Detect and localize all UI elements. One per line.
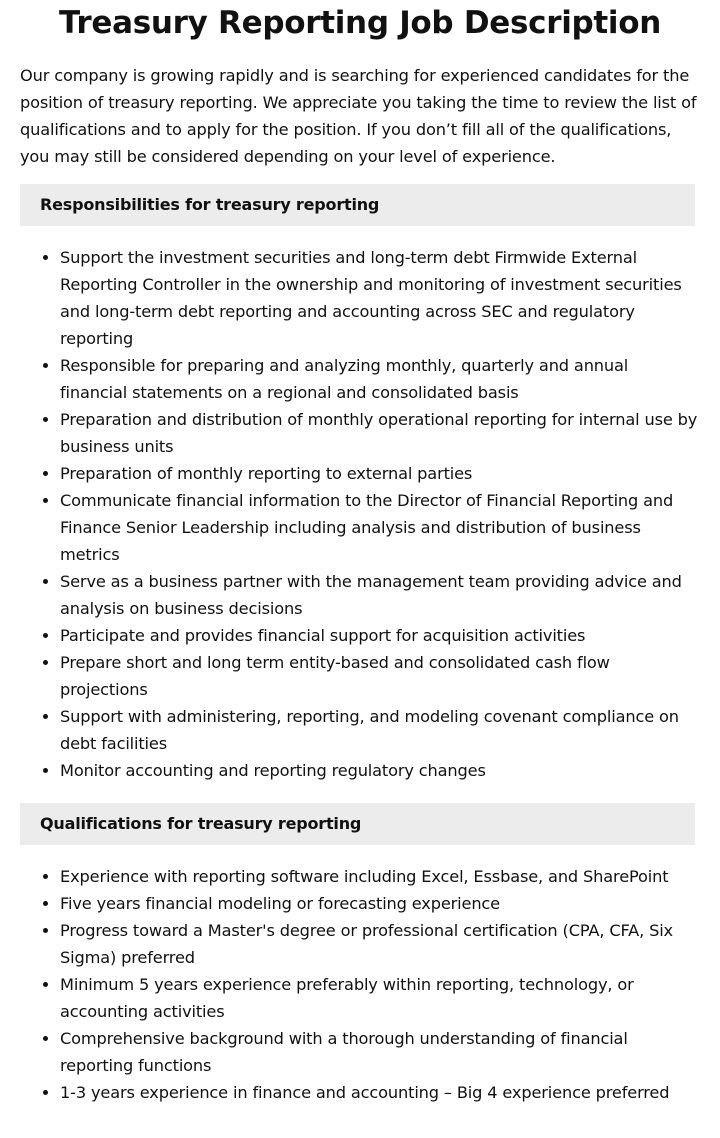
intro-paragraph: Our company is growing rapidly and is searching for experienced candidates for the position of treasury reporting. We appreciate you taking the time to review the list of qualifications and to apply for the position. If you don’t fill all of the qualifications, you may still be considered depending on your level of experience. — [20, 66, 697, 166]
list-item: • Preparation and distribution of monthly operational reporting for internal use by business units — [60, 406, 700, 460]
list-item: • Participate and provides financial support for acquisition activities — [60, 622, 700, 649]
list-item: • 1-3 years experience in finance and accounting – Big 4 experience preferred — [60, 1079, 700, 1106]
responsibilities-heading: Responsibilities for treasury reporting — [20, 184, 695, 226]
list-item: • Five years financial modeling or forecasting experience — [60, 890, 700, 917]
page-title: Treasury Reporting Job Description — [58, 5, 662, 41]
list-item: • Communicate financial information to the Director of Financial Reporting and Finance Senior Leadership including analysis and distribution of business metrics — [60, 487, 700, 568]
list-item: • Experience with reporting software including Excel, Essbase, and SharePoint — [60, 863, 700, 890]
list-item: • Preparation of monthly reporting to external parties — [60, 460, 700, 487]
list-item: • Support the investment securities and long-term debt Firmwide External Reporting Controller in the ownership and monitoring of investment securities and long-term debt reporting and accounting across SEC and regulatory reporting — [60, 244, 700, 352]
list-item: • Responsible for preparing and analyzing monthly, quarterly and annual financial statements on a regional and consolidated basis — [60, 352, 700, 406]
list-item: • Progress toward a Master's degree or professional certification (CPA, CFA, Six Sigma) preferred — [60, 917, 700, 971]
list-item: • Minimum 5 years experience preferably within reporting, technology, or accounting activities — [60, 971, 700, 1025]
qualifications-list — [20, 863, 700, 1106]
responsibilities-list — [20, 244, 700, 784]
list-item: • Support with administering, reporting, and modeling covenant compliance on debt facilities — [60, 703, 700, 757]
qualifications-heading: Qualifications for treasury reporting — [20, 803, 695, 845]
list-item: • Monitor accounting and reporting regulatory changes — [60, 757, 700, 784]
list-item: • Prepare short and long term entity-based and consolidated cash flow projections — [60, 649, 700, 703]
list-item: • Comprehensive background with a thorough understanding of financial reporting functions — [60, 1025, 700, 1079]
list-item: • Serve as a business partner with the management team providing advice and analysis on business decisions — [60, 568, 700, 622]
